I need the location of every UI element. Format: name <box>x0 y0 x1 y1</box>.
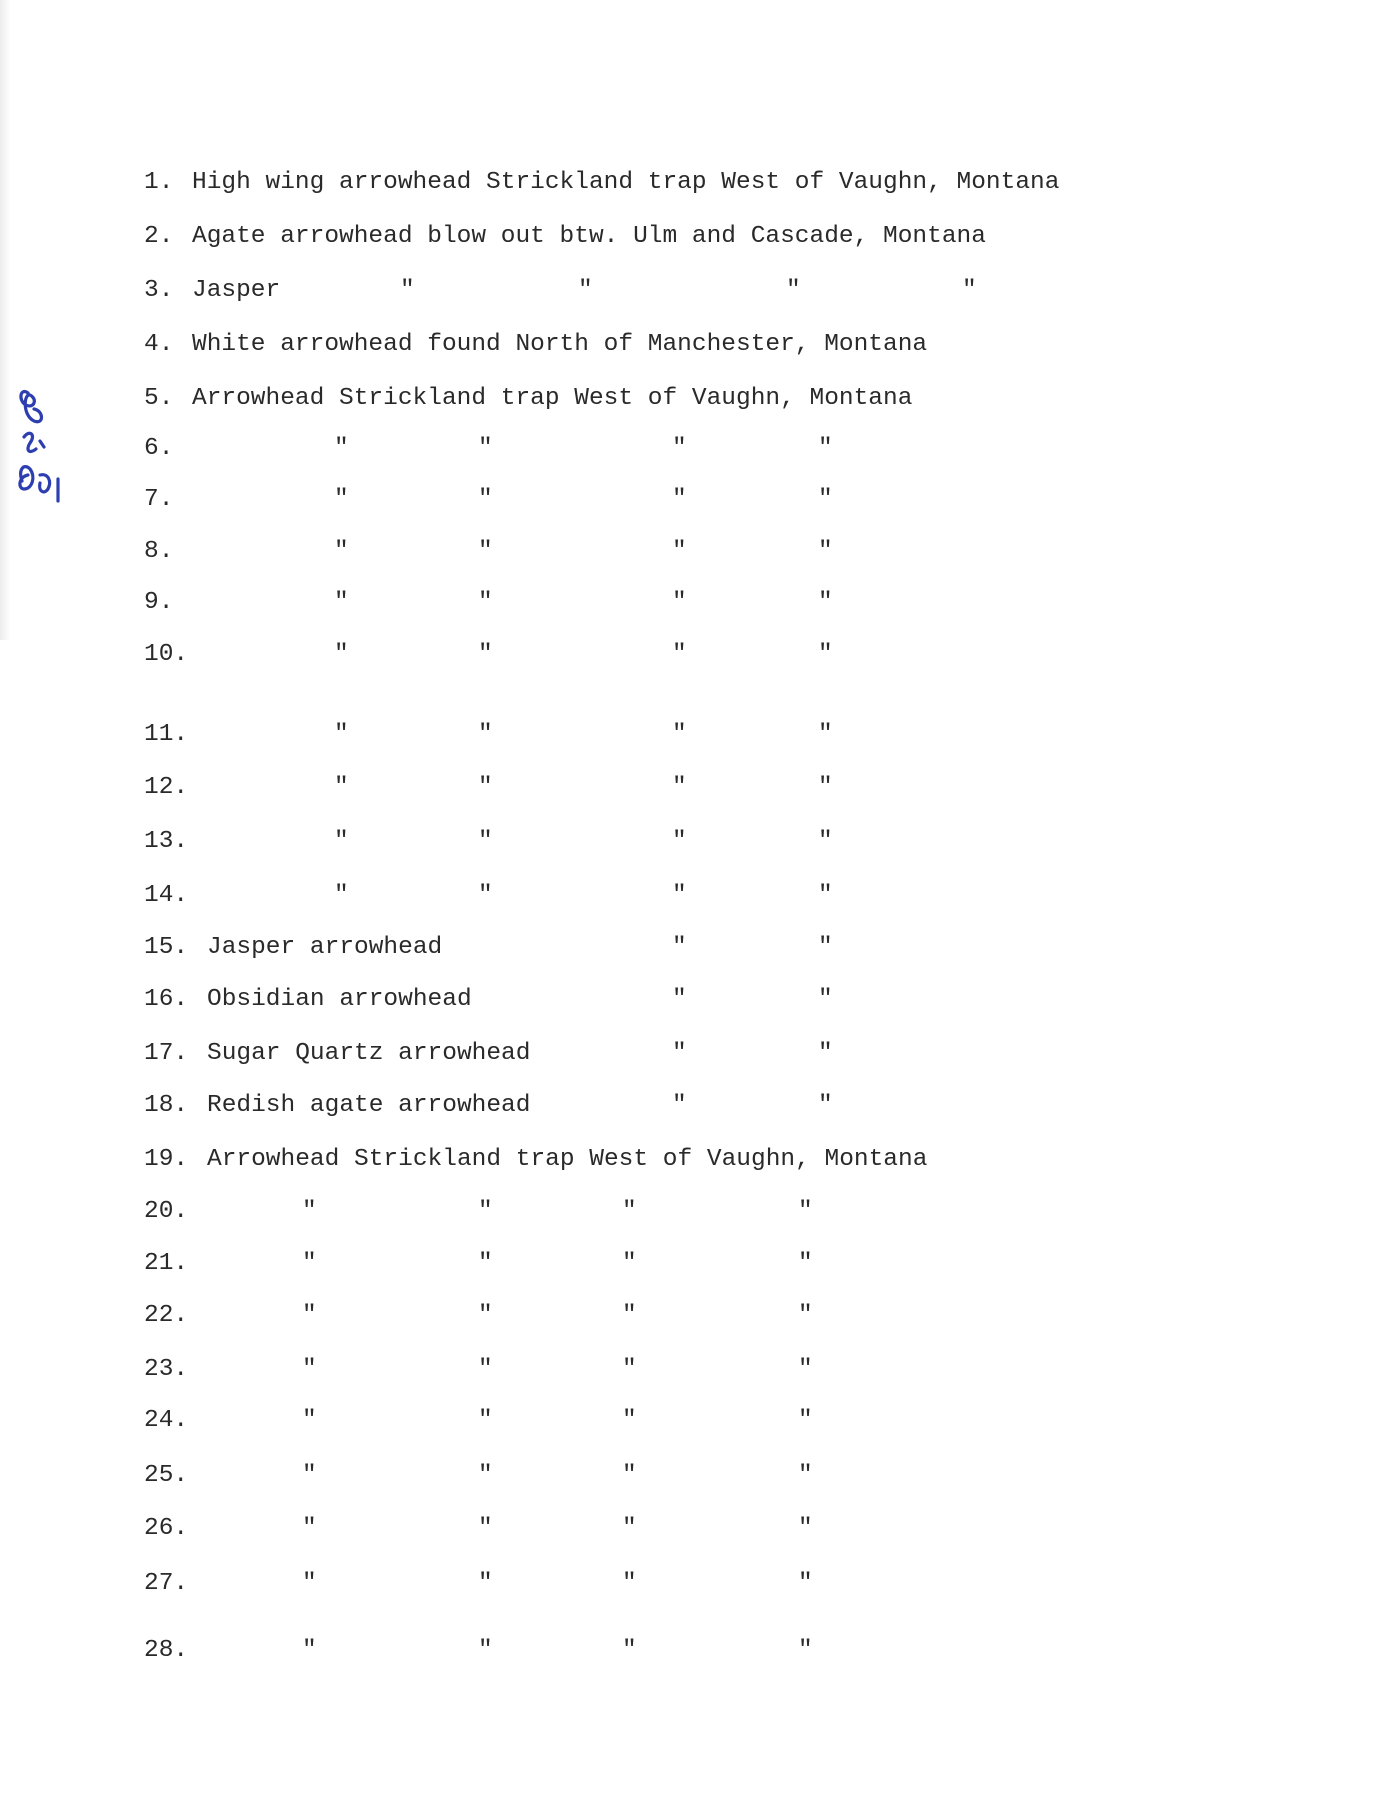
ditto-mark: " <box>478 486 493 513</box>
ditto-mark: " <box>334 486 349 513</box>
ditto-mark: " <box>672 828 687 855</box>
item-description: Redish agate arrowhead <box>207 1092 531 1119</box>
ditto-mark: " <box>798 1250 813 1277</box>
ditto-mark: " <box>334 435 349 462</box>
ditto-mark: " <box>302 1637 317 1664</box>
list-item <box>0 1568 1300 1600</box>
ditto-mark: " <box>622 1302 637 1329</box>
item-number: 2. <box>144 223 174 250</box>
ditto-mark: " <box>622 1462 637 1489</box>
item-number: 19. <box>144 1146 189 1173</box>
ditto-mark: " <box>672 538 687 565</box>
ditto-mark: " <box>962 277 977 304</box>
ditto-mark: " <box>798 1637 813 1664</box>
ditto-mark: " <box>478 1356 493 1383</box>
item-number: 1. <box>144 169 174 196</box>
item-number: 5. <box>144 385 174 412</box>
ditto-mark: " <box>478 1570 493 1597</box>
ditto-mark: " <box>818 641 833 668</box>
ditto-mark: " <box>478 641 493 668</box>
ditto-mark: " <box>302 1250 317 1277</box>
ditto-mark: " <box>622 1637 637 1664</box>
list-item <box>0 383 1300 415</box>
ditto-mark: " <box>478 589 493 616</box>
item-number: 18. <box>144 1092 189 1119</box>
list-item <box>0 1300 1300 1332</box>
ditto-mark: " <box>622 1570 637 1597</box>
ditto-mark: " <box>786 277 801 304</box>
item-number: 11. <box>144 721 189 748</box>
ditto-mark: " <box>672 882 687 909</box>
list-item <box>0 1144 1300 1176</box>
ditto-mark: " <box>478 1302 493 1329</box>
ditto-mark: " <box>334 882 349 909</box>
list-item <box>0 719 1300 751</box>
item-number: 14. <box>144 882 189 909</box>
item-number: 25. <box>144 1462 189 1489</box>
list-item <box>0 536 1300 568</box>
ditto-mark: " <box>302 1407 317 1434</box>
ditto-mark: " <box>818 486 833 513</box>
ditto-mark: " <box>478 1198 493 1225</box>
item-number: 27. <box>144 1570 189 1597</box>
ditto-mark: " <box>478 435 493 462</box>
list-item <box>0 433 1300 465</box>
list-item <box>0 221 1300 253</box>
ditto-mark: " <box>478 1515 493 1542</box>
list-item <box>0 984 1300 1016</box>
ditto-mark: " <box>478 1250 493 1277</box>
ditto-mark: " <box>672 486 687 513</box>
ditto-mark: " <box>818 589 833 616</box>
ditto-mark: " <box>672 641 687 668</box>
ditto-mark: " <box>672 589 687 616</box>
list-item <box>0 826 1300 858</box>
item-number: 22. <box>144 1302 189 1329</box>
ditto-mark: " <box>818 828 833 855</box>
ditto-mark: " <box>622 1250 637 1277</box>
item-number: 4. <box>144 331 174 358</box>
item-number: 7. <box>144 486 174 513</box>
list-item <box>0 275 1300 307</box>
item-number: 3. <box>144 277 174 304</box>
ditto-mark: " <box>798 1198 813 1225</box>
ditto-mark: " <box>818 882 833 909</box>
item-number: 20. <box>144 1198 189 1225</box>
ditto-mark: " <box>798 1407 813 1434</box>
list-item <box>0 1354 1300 1386</box>
ditto-mark: " <box>334 721 349 748</box>
ditto-mark: " <box>818 721 833 748</box>
ditto-mark: " <box>302 1198 317 1225</box>
item-number: 24. <box>144 1407 189 1434</box>
ditto-mark: " <box>818 538 833 565</box>
list-item <box>0 1513 1300 1545</box>
item-description: Jasper arrowhead <box>207 934 443 961</box>
ditto-mark: " <box>622 1407 637 1434</box>
ditto-mark: " <box>818 1040 833 1067</box>
item-number: 21. <box>144 1250 189 1277</box>
item-description: Obsidian arrowhead <box>207 986 472 1013</box>
item-number: 23. <box>144 1356 189 1383</box>
ditto-mark: " <box>478 1462 493 1489</box>
list-item <box>0 932 1300 964</box>
item-number: 12. <box>144 774 189 801</box>
list-item <box>0 329 1300 361</box>
ditto-mark: " <box>478 1407 493 1434</box>
ditto-mark: " <box>818 986 833 1013</box>
ditto-mark: " <box>622 1356 637 1383</box>
ditto-mark: " <box>798 1302 813 1329</box>
ditto-mark: " <box>672 934 687 961</box>
list-item <box>0 772 1300 804</box>
ditto-mark: " <box>302 1515 317 1542</box>
ditto-mark: " <box>672 986 687 1013</box>
list-item <box>0 639 1300 671</box>
ditto-mark: " <box>672 774 687 801</box>
item-description: Jasper <box>192 277 281 304</box>
ditto-mark: " <box>334 828 349 855</box>
ditto-mark: " <box>334 774 349 801</box>
list-item <box>0 167 1300 199</box>
ditto-mark: " <box>302 1462 317 1489</box>
ditto-mark: " <box>478 721 493 748</box>
list-item <box>0 880 1300 912</box>
list-item <box>0 1090 1300 1122</box>
item-number: 26. <box>144 1515 189 1542</box>
ditto-mark: " <box>798 1515 813 1542</box>
item-description: Agate arrowhead blow out btw. Ulm and Cascade, Montana <box>192 223 986 250</box>
ditto-mark: " <box>818 1092 833 1119</box>
ditto-mark: " <box>302 1302 317 1329</box>
ditto-mark: " <box>478 774 493 801</box>
item-number: 28. <box>144 1637 189 1664</box>
ditto-mark: " <box>798 1356 813 1383</box>
ditto-mark: " <box>478 538 493 565</box>
ditto-mark: " <box>672 1040 687 1067</box>
list-item <box>0 1460 1300 1492</box>
ditto-mark: " <box>334 538 349 565</box>
ditto-mark: " <box>478 828 493 855</box>
item-number: 16. <box>144 986 189 1013</box>
item-number: 17. <box>144 1040 189 1067</box>
item-description: White arrowhead found North of Manchester, Montana <box>192 331 928 358</box>
item-number: 13. <box>144 828 189 855</box>
ditto-mark: " <box>334 589 349 616</box>
ditto-mark: " <box>672 721 687 748</box>
list-item <box>0 587 1300 619</box>
ditto-mark: " <box>622 1198 637 1225</box>
ditto-mark: " <box>578 277 593 304</box>
list-item <box>0 1635 1300 1667</box>
ditto-mark: " <box>672 435 687 462</box>
item-number: 15. <box>144 934 189 961</box>
item-description: Arrowhead Strickland trap West of Vaughn, Montana <box>207 1146 928 1173</box>
ditto-mark: " <box>334 641 349 668</box>
item-description: Sugar Quartz arrowhead <box>207 1040 531 1067</box>
item-number: 10. <box>144 641 189 668</box>
list-item <box>0 484 1300 516</box>
item-description: Arrowhead Strickland trap West of Vaughn, Montana <box>192 385 913 412</box>
ditto-mark: " <box>818 774 833 801</box>
item-description: High wing arrowhead Strickland trap West of Vaughn, Montana <box>192 169 1060 196</box>
ditto-mark: " <box>400 277 415 304</box>
ditto-mark: " <box>798 1462 813 1489</box>
ditto-mark: " <box>798 1570 813 1597</box>
list-item <box>0 1248 1300 1280</box>
ditto-mark: " <box>302 1570 317 1597</box>
ditto-mark: " <box>622 1515 637 1542</box>
list-item <box>0 1038 1300 1070</box>
ditto-mark: " <box>302 1356 317 1383</box>
item-number: 6. <box>144 435 174 462</box>
list-item <box>0 1196 1300 1228</box>
ditto-mark: " <box>478 882 493 909</box>
ditto-mark: " <box>672 1092 687 1119</box>
ditto-mark: " <box>818 435 833 462</box>
item-number: 8. <box>144 538 174 565</box>
list-item <box>0 1405 1300 1437</box>
item-number: 9. <box>144 589 174 616</box>
ditto-mark: " <box>818 934 833 961</box>
ditto-mark: " <box>478 1637 493 1664</box>
